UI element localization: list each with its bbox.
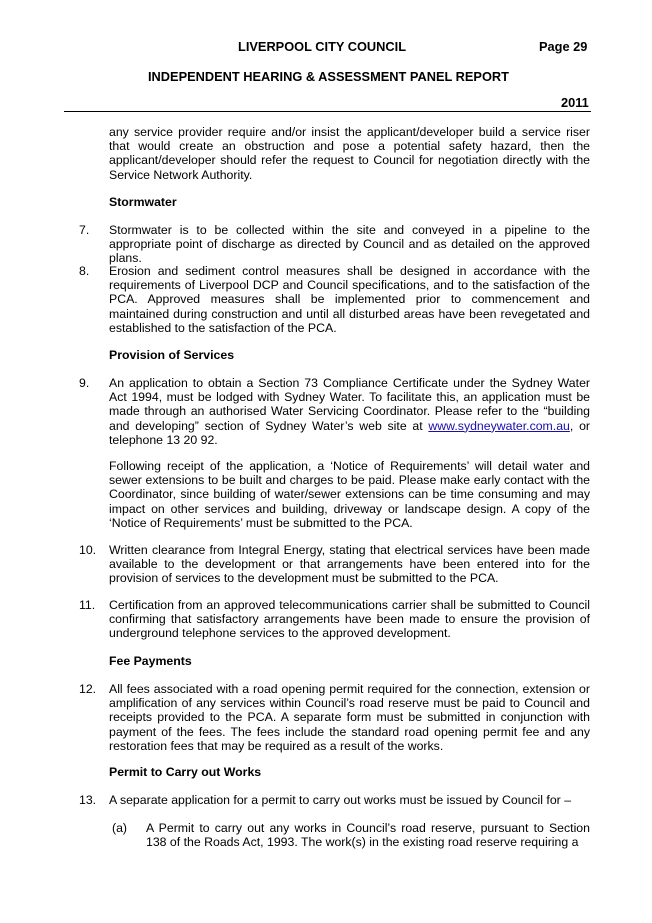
condition-7-text: Stormwater is to be collected within the site and conveyed in a pipeline to the appropriate point of discharge as directed by Council and as detailed on the approved plans.: [109, 223, 590, 266]
condition-number-12: 12.: [79, 682, 97, 696]
heading-provision-of-services: Provision of Services: [109, 348, 235, 362]
condition-13-sub-a-text: A Permit to carry out any works in Council’s road reserve, pursuant to Section 138 of the Roads Act, 1993. The work(s) in the existing road reserve requiring a: [146, 821, 590, 850]
condition-8-text: Erosion and sediment control measures shall be designed in accordance with the requirements of Liverpool DCP and Council specifications, and to the satisfaction of the PCA. Approved measures shall be implemented prior to commencement and maintained during construction and until all disturbed areas have been revegetated and established to the satisfaction of the PCA.: [109, 264, 590, 335]
condition-12-text: All fees associated with a road opening permit required for the connection, extension or amplification of any services within Council’s road reserve must be paid to Council and receipts provided to the PCA. A separate form must be submitted in conjunction with payment of the fees. The fees include the standard road opening permit fee and any restoration fees that may be required as a result of the works.: [109, 682, 590, 753]
header-divider: [64, 111, 591, 112]
condition-10-text: Written clearance from Integral Energy, stating that electrical services have been made available to the development or that arrangements have been entered into for the provision of services to the development must be submitted to the PCA.: [109, 543, 590, 586]
condition-number-9: 9.: [79, 376, 90, 390]
condition-number-13: 13.: [79, 793, 97, 807]
heading-stormwater: Stormwater: [109, 195, 177, 209]
condition-9-followup: Following receipt of the application, a ‘Notice of Requirements’ will detail water and sewer extensions to be built and charges to be paid. Please make early contact with the Coordinator, since building of water/sewer extensions can be time consuming and may impact on other services and building, driveway or landscape design. A copy of the ‘Notice of Requirements’ must be submitted to the PCA.: [109, 459, 590, 530]
condition-9-text-before: An application to obtain a Section 73 Compliance Certificate under the Sydney Water Act 1994, must be lodged with Sydney Water. To facilitate this, an application must be made through an authorised Water Servicing Coordinator. Please refer to the “building and developing” section of Sydney Water’s web site at: [109, 376, 590, 433]
report-year: 2011: [561, 95, 589, 110]
heading-permit-to-carry-out-works: Permit to Carry out Works: [109, 765, 262, 779]
condition-number-10: 10.: [79, 543, 97, 557]
page-number: Page 29: [539, 39, 588, 54]
condition-number-11: 11.: [79, 598, 96, 612]
condition-number-7: 7.: [79, 223, 90, 237]
heading-fee-payments: Fee Payments: [109, 654, 192, 668]
condition-number-8: 8.: [79, 264, 90, 278]
condition-13-sub-a-label: (a): [112, 821, 128, 835]
council-name: LIVERPOOL CITY COUNCIL: [238, 39, 407, 54]
condition-9-text-after: , or telephone 13 20 92.: [109, 418, 590, 447]
sydney-water-link[interactable]: www.sydneywater.com.au: [428, 418, 570, 433]
report-title: INDEPENDENT HEARING & ASSESSMENT PANEL REPORT: [148, 69, 509, 84]
condition-13-text: A separate application for a permit to carry out works must be issued by Council for –: [109, 793, 572, 807]
continuation-paragraph: any service provider require and/or insist the applicant/developer build a service riser that would create an obstruction and pose a potential safety hazard, then the applicant/developer should refer the request to Council for negotiation directly with the Service Network Authority.: [109, 125, 590, 182]
condition-9-text: [109, 376, 590, 447]
condition-11-text: Certification from an approved telecommunications carrier shall be submitted to Council confirming that satisfactory arrangements have been made to ensure the provision of underground telephone services to the approved development.: [109, 598, 590, 641]
